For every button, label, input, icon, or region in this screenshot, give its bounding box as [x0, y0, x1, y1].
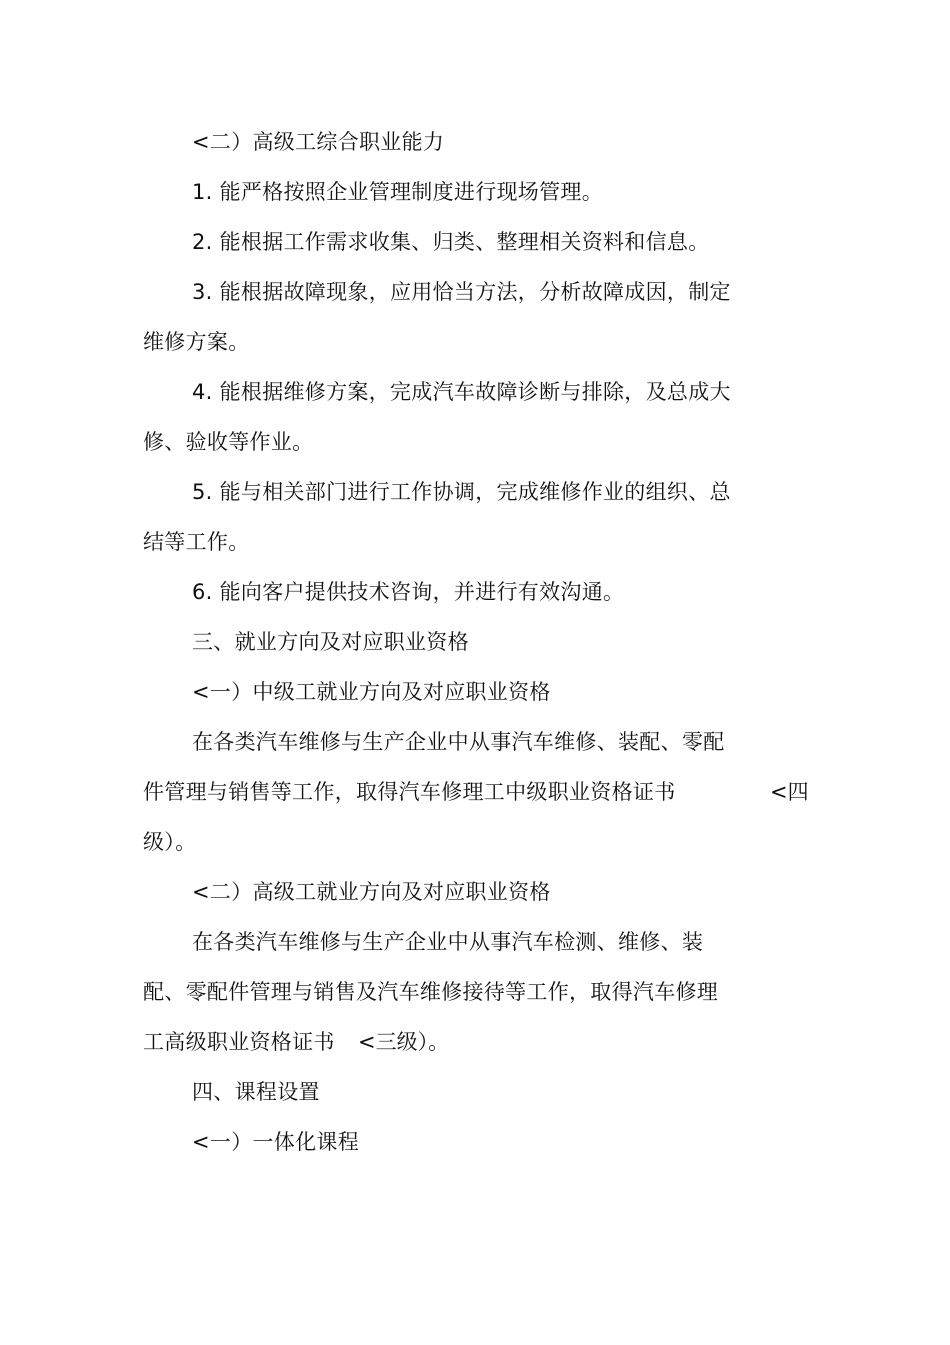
section-heading-employment: 三、就业方向及对应职业资格 — [192, 630, 469, 654]
paragraph-line: 5. 能与相关部门进行工作协调，完成维修作业的组织、总 — [192, 480, 731, 504]
paragraph-line: 2. 能根据工作需求收集、归类、整理相关资料和信息。 — [192, 230, 710, 254]
section-heading-advanced-ability: <二）高级工综合职业能力 — [192, 130, 445, 154]
paragraph-line: 6. 能向客户提供技术咨询，并进行有效沟通。 — [192, 580, 625, 604]
paragraph-line: 1. 能严格按照企业管理制度进行现场管理。 — [192, 180, 604, 204]
paragraph-line-tail: <三级）。 — [358, 1030, 450, 1054]
paragraph-line: 在各类汽车维修与生产企业中从事汽车检测、维修、装 — [192, 930, 704, 954]
paragraph-line: 配、零配件管理与销售及汽车维修接待等工作，取得汽车修理 — [143, 980, 719, 1004]
subsection-heading-advanced: <二）高级工就业方向及对应职业资格 — [192, 880, 551, 904]
paragraph-line: 工高级职业资格证书 — [143, 1030, 335, 1054]
paragraph-line: 在各类汽车维修与生产企业中从事汽车维修、装配、零配 — [192, 730, 725, 754]
paragraph-line: 结等工作。 — [143, 530, 250, 554]
paragraph-line: 件管理与销售等工作，取得汽车修理工中级职业资格证书 — [143, 780, 676, 804]
paragraph-line: 修、验收等作业。 — [143, 430, 314, 454]
paragraph-line: 维修方案。 — [143, 330, 250, 354]
subsection-heading-integrated-courses: <一）一体化课程 — [192, 1130, 359, 1154]
paragraph-line: 4. 能根据维修方案，完成汽车故障诊断与排除，及总成大 — [192, 380, 731, 404]
paragraph-line: 3. 能根据故障现象，应用恰当方法，分析故障成因，制定 — [192, 280, 731, 304]
subsection-heading-intermediate: <一）中级工就业方向及对应职业资格 — [192, 680, 551, 704]
section-heading-curriculum: 四、课程设置 — [192, 1080, 320, 1104]
paragraph-line: 级）。 — [143, 830, 197, 854]
paragraph-line-tail: <四 — [770, 780, 809, 804]
